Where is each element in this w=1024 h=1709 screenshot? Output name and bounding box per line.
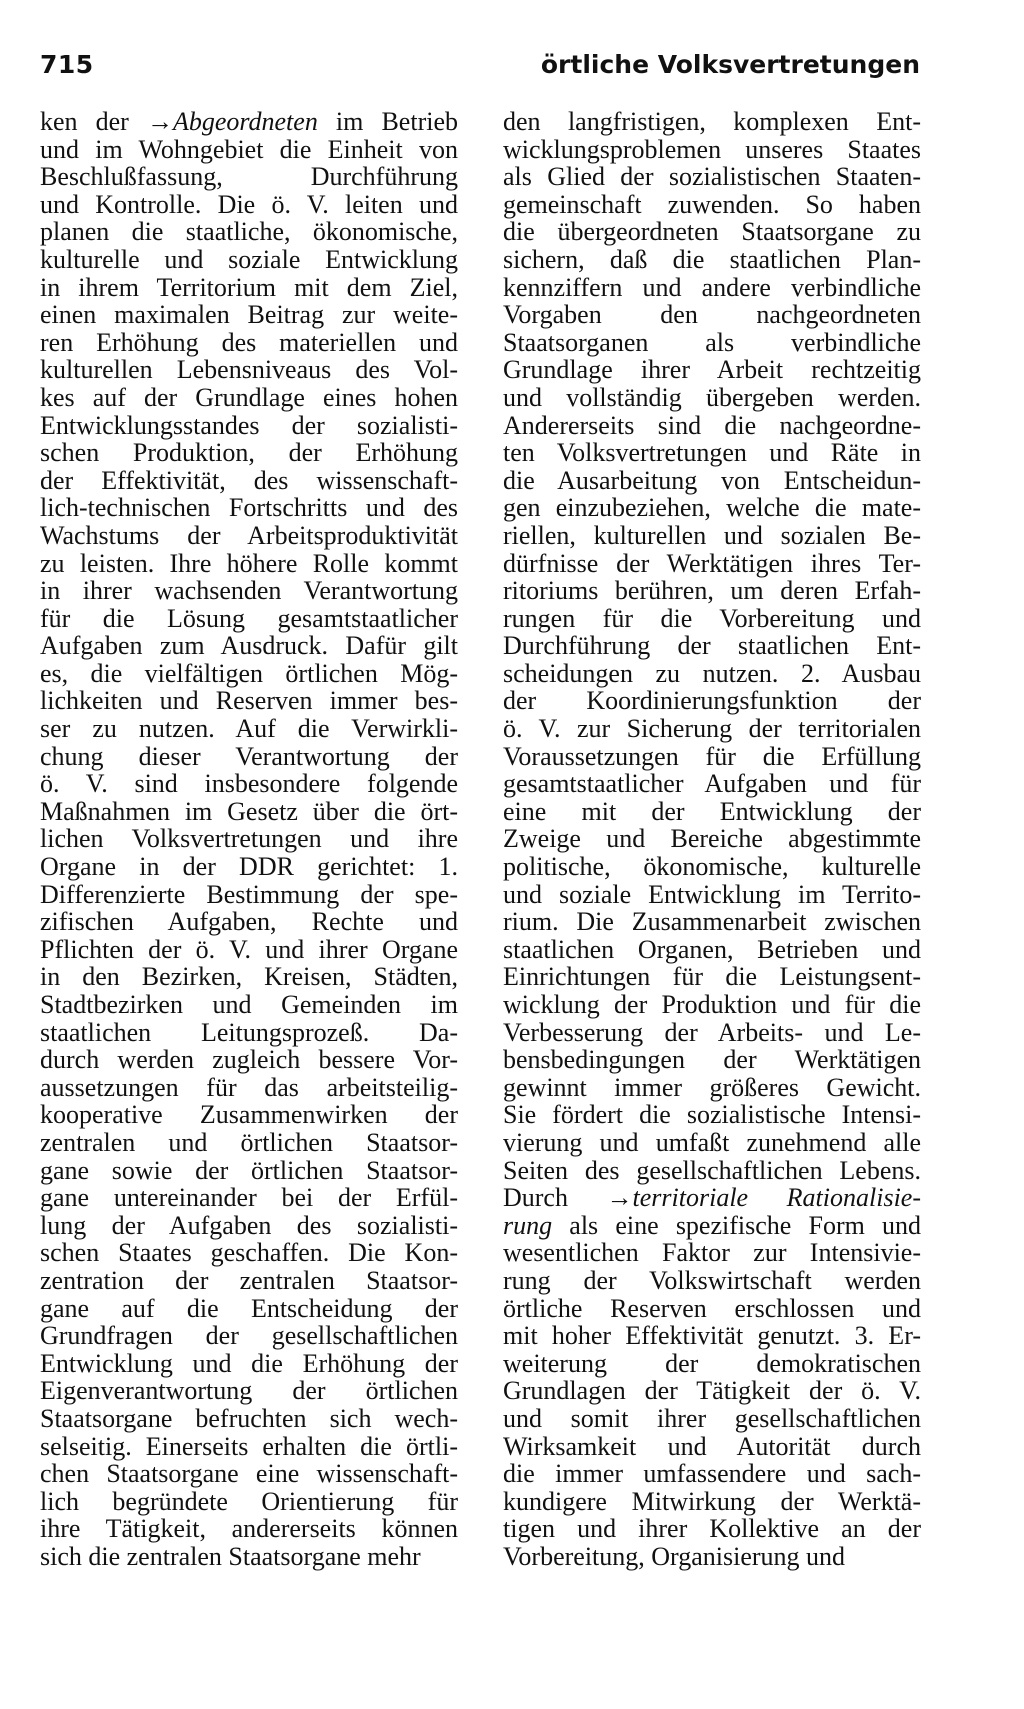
text-line: die übergeordneten Staatsorgane zu bbox=[503, 217, 921, 247]
text-line: ser zu nutzen. Auf die Verwirkli- bbox=[40, 714, 458, 744]
text-line: bensbedingungen der Werktätigen bbox=[503, 1045, 921, 1075]
text-line: ren Erhöhung des materiellen und bbox=[40, 327, 458, 357]
text-line: kes auf der Grundlage eines hohen bbox=[40, 382, 458, 412]
text-line: Differenzierte Bestimmung der spe- bbox=[40, 879, 458, 909]
text-line: Andererseits sind die nachgeordne- bbox=[503, 410, 921, 440]
text-line: Aufgaben zum Ausdruck. Dafür gilt bbox=[40, 631, 458, 661]
text-fragment: ken der bbox=[40, 107, 147, 136]
text-line: wicklungsproblemen unseres Staates bbox=[503, 134, 921, 164]
running-head: örtliche Volksvertretungen bbox=[540, 50, 920, 79]
text-line: örtliche Reserven erschlossen und bbox=[503, 1293, 921, 1323]
text-line: dürfnisse der Werktätigen ihres Ter- bbox=[503, 548, 921, 578]
text-line: Staatsorgane befruchten sich wech- bbox=[40, 1403, 458, 1433]
text-line: Grundlagen der Tätigkeit der ö. V. bbox=[503, 1376, 921, 1406]
right-text-column bbox=[503, 108, 921, 1570]
text-line: chung dieser Verantwortung der bbox=[40, 741, 458, 771]
text-line: zu leisten. Ihre höhere Rolle kommt bbox=[40, 548, 458, 578]
text-line: ten Volksvertretungen und Räte in bbox=[503, 438, 921, 468]
text-line: wesentlichen Faktor zur Intensivie- bbox=[503, 1238, 921, 1268]
text-line: Seiten des gesellschaftlichen Lebens. bbox=[503, 1155, 921, 1185]
text-line: und somit ihrer gesellschaftlichen bbox=[503, 1403, 921, 1433]
text-line: rium. Die Zusammenarbeit zwischen bbox=[503, 907, 921, 937]
text-line: gesamtstaatlicher Aufgaben und für bbox=[503, 769, 921, 799]
text-line: Vorbereitung, Organisierung und bbox=[503, 1541, 846, 1571]
text-line: staatlichen Organen, Betrieben und bbox=[503, 934, 921, 964]
text-line: Staatsorganen als verbindliche bbox=[503, 327, 921, 357]
text-line: Einrichtungen für die Leistungsent- bbox=[503, 962, 921, 992]
text-line: Grundfragen der gesellschaftlichen bbox=[40, 1321, 458, 1351]
text-line bbox=[503, 1212, 921, 1240]
text-line: den langfristigen, komplexen Ent- bbox=[503, 107, 921, 136]
text-line: tigen und ihrer Kollektive an der bbox=[503, 1514, 921, 1544]
text-line: in ihrem Territorium mit dem Ziel, bbox=[40, 272, 458, 302]
text-line: gane untereinander bei der Erfül- bbox=[40, 1183, 458, 1213]
reference-arrow: → bbox=[146, 107, 173, 136]
text-line: es, die vielfältigen örtlichen Mög- bbox=[40, 658, 458, 688]
text-line: und vollständig übergeben werden. bbox=[503, 382, 921, 412]
text-line: ö. V. zur Sicherung der territorialen bbox=[503, 714, 921, 744]
text-line: planen die staatliche, ökonomische, bbox=[40, 217, 458, 247]
text-line: rung der Volkswirtschaft werden bbox=[503, 1265, 921, 1295]
cross-reference-term: rung bbox=[503, 1210, 553, 1240]
text-line: einen maximalen Beitrag zur weite- bbox=[40, 300, 458, 330]
text-line: kundigere Mitwirkung der Werktä- bbox=[503, 1486, 921, 1516]
text-line bbox=[503, 1184, 921, 1212]
text-line: Maßnahmen im Gesetz über die ört- bbox=[40, 796, 458, 826]
text-line: Durchführung der staatlichen Ent- bbox=[503, 631, 921, 661]
text-line: staatlichen Leitungsprozeß. Da- bbox=[40, 1017, 458, 1047]
text-line: zentration der zentralen Staatsor- bbox=[40, 1265, 458, 1295]
text-line: und im Wohngebiet die Einheit von bbox=[40, 134, 458, 164]
text-line: Stadtbezirken und Gemeinden im bbox=[40, 990, 458, 1019]
text-line: der Effektivität, des wissenschaft- bbox=[40, 465, 458, 495]
text-line: Vorgaben den nachgeordneten bbox=[503, 300, 921, 330]
text-line: Grundlage ihrer Arbeit rechtzeitig bbox=[503, 355, 921, 385]
text-line: mit hoher Effektivität genutzt. 3. Er- bbox=[503, 1321, 921, 1351]
text-line: sichern, daß die staatlichen Plan- bbox=[503, 244, 921, 274]
text-line: gen einzubeziehen, welche die mate- bbox=[503, 493, 921, 523]
text-line: gemeinschaft zuwenden. So haben bbox=[503, 189, 921, 219]
text-line: Entwicklungsstandes der sozialisti- bbox=[40, 410, 458, 440]
text-line: rungen für die Vorbereitung und bbox=[503, 603, 921, 633]
text-line: die Ausarbeitung von Entscheidun- bbox=[503, 465, 921, 495]
text-line: als Glied der sozialistischen Staaten- bbox=[503, 162, 921, 192]
text-line: selseitig. Einerseits erhalten die örtli- bbox=[40, 1431, 458, 1461]
text-line: kooperative Zusammenwirken der bbox=[40, 1100, 458, 1130]
left-text-column bbox=[40, 108, 458, 1570]
text-line: schen Staates geschaffen. Die Kon- bbox=[40, 1238, 458, 1268]
text-line: durch werden zugleich bessere Vor- bbox=[40, 1045, 458, 1075]
text-line: gane sowie der örtlichen Staatsor- bbox=[40, 1155, 458, 1185]
text-line: eine mit der Entwicklung der bbox=[503, 796, 921, 826]
text-line: die immer umfassendere und sach- bbox=[503, 1459, 921, 1489]
reference-arrow: → bbox=[606, 1183, 633, 1213]
text-line: zifischen Aufgaben, Rechte und bbox=[40, 907, 458, 937]
text-line: lich-technischen Fortschritts und des bbox=[40, 493, 458, 523]
text-line: politische, ökonomische, kulturelle bbox=[503, 852, 921, 882]
text-fragment: als eine spezifische Form und bbox=[552, 1210, 921, 1240]
text-line: Eigenverantwortung der örtlichen bbox=[40, 1376, 458, 1406]
text-line: ritoriums berühren, um deren Erfah- bbox=[503, 576, 921, 606]
text-line: lung der Aufgaben des sozialisti- bbox=[40, 1210, 458, 1240]
text-line: schen Produktion, der Erhöhung bbox=[40, 438, 458, 468]
text-line: in den Bezirken, Kreisen, Städten, bbox=[40, 962, 458, 992]
text-line: zentralen und örtlichen Staatsor- bbox=[40, 1127, 458, 1157]
text-line: und Kontrolle. Die ö. V. leiten und bbox=[40, 189, 458, 219]
text-line: für die Lösung gesamtstaatlicher bbox=[40, 603, 458, 633]
text-line: Organe in der DDR gerichtet: 1. bbox=[40, 852, 458, 882]
text-line: weiterung der demokratischen bbox=[503, 1348, 921, 1378]
text-line: ihre Tätigkeit, andererseits können bbox=[40, 1514, 458, 1544]
text-line: lichkeiten und Reserven immer bes- bbox=[40, 686, 458, 716]
text-line: Beschlußfassung, Durchführung bbox=[40, 162, 458, 192]
text-line: Sie fördert die sozialistische Intensi- bbox=[503, 1100, 921, 1130]
text-line: kulturellen Lebensniveaus des Vol- bbox=[40, 355, 458, 385]
text-line: der Koordinierungsfunktion der bbox=[503, 686, 921, 716]
text-line bbox=[40, 108, 458, 136]
text-line: wicklung der Produktion und für die bbox=[503, 990, 921, 1019]
text-line: Pflichten der ö. V. und ihrer Organe bbox=[40, 934, 458, 964]
text-line: vierung und umfaßt zunehmend alle bbox=[503, 1127, 921, 1157]
text-line: scheidungen zu nutzen. 2. Ausbau bbox=[503, 658, 921, 688]
text-line: sich die zentralen Staatsorgane mehr bbox=[40, 1541, 421, 1571]
text-line: gewinnt immer größeres Gewicht. bbox=[503, 1072, 921, 1102]
text-line: und soziale Entwicklung im Territo- bbox=[503, 879, 921, 909]
text-line: chen Staatsorgane eine wissenschaft- bbox=[40, 1459, 458, 1489]
text-fragment: im Betrieb bbox=[317, 107, 458, 136]
text-line: gane auf die Entscheidung der bbox=[40, 1293, 458, 1323]
text-line: lich begründete Orientierung für bbox=[40, 1486, 458, 1516]
page-number: 715 bbox=[40, 50, 94, 79]
text-line: Wirksamkeit und Autorität durch bbox=[503, 1431, 921, 1461]
text-line: Wachstums der Arbeitsproduktivität bbox=[40, 520, 458, 550]
text-line: Verbesserung der Arbeits- und Le- bbox=[503, 1017, 921, 1047]
text-line: kulturelle und soziale Entwicklung bbox=[40, 244, 458, 274]
cross-reference-term: territoriale Rationalisie- bbox=[632, 1183, 921, 1213]
text-line: in ihrer wachsenden Verantwortung bbox=[40, 576, 458, 606]
page-header bbox=[40, 50, 920, 90]
text-line: kennziffern und andere verbindliche bbox=[503, 272, 921, 302]
text-line: riellen, kulturellen und sozialen Be- bbox=[503, 520, 921, 550]
cross-reference-term: Abgeordneten bbox=[172, 107, 318, 136]
text-line: aussetzungen für das arbeitsteilig- bbox=[40, 1072, 458, 1102]
text-line: ö. V. sind insbesondere folgende bbox=[40, 769, 458, 799]
text-line: Voraussetzungen für die Erfüllung bbox=[503, 741, 921, 771]
text-line: lichen Volksvertretungen und ihre bbox=[40, 824, 458, 854]
text-fragment: Durch bbox=[503, 1183, 607, 1213]
text-line: Zweige und Bereiche abgestimmte bbox=[503, 824, 921, 854]
text-line: Entwicklung und die Erhöhung der bbox=[40, 1348, 458, 1378]
